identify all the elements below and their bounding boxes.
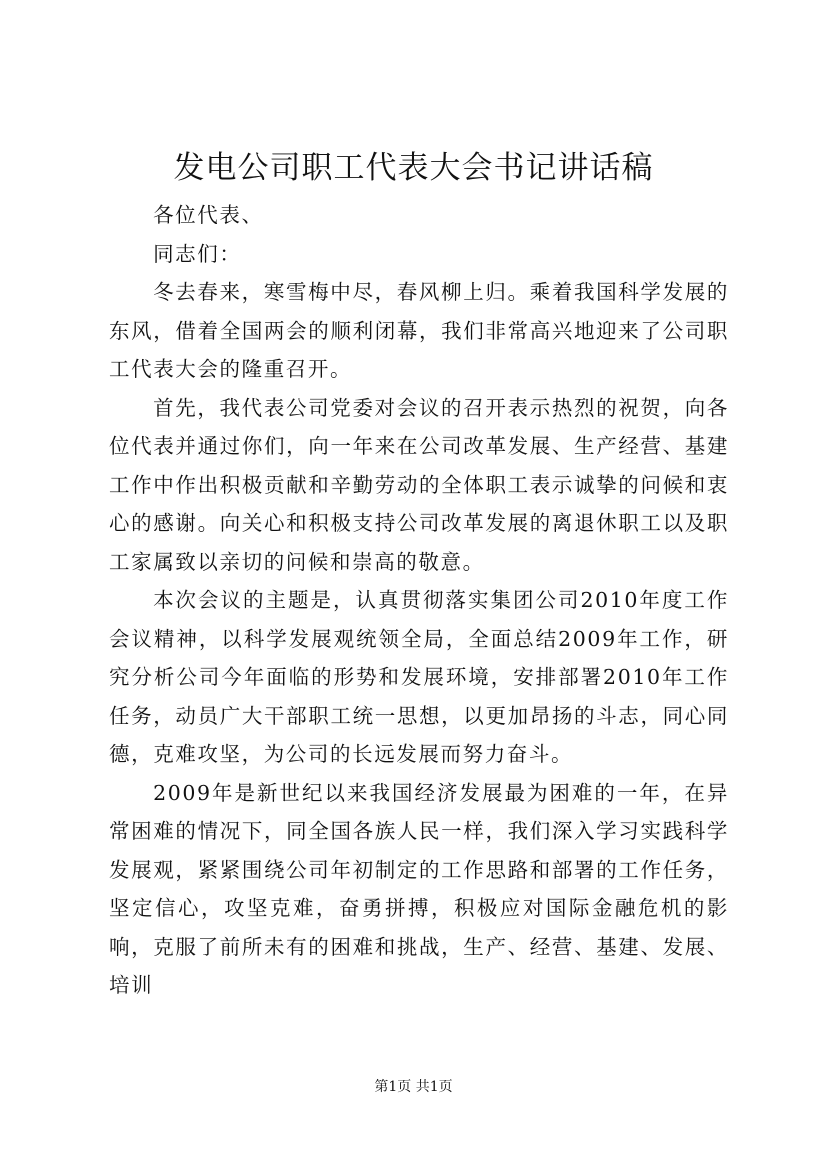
paragraph: 冬去春来，寒雪梅中尽，春风柳上归。乘着我国科学发展的东风，借着全国两会的顺利闭幕，我们非常高兴地迎来了公司职工代表大会的隆重召开。 <box>109 280 729 381</box>
paragraph: 本次会议的主题是，认真贯彻落实集团公司2010年度工作会议精神，以科学发展观统领全局，全面总结2009年工作，研究分析公司今年面临的形势和发展环境，安排部署2010年工作任务，动员广大干部职工统一思想，以更加昂扬的斗志，同心同德，克难攻坚，为公司的长远发展而努力奋斗。 <box>109 588 729 766</box>
document-body <box>109 196 729 1005</box>
paragraph: 首先，我代表公司党委对会议的召开表示热烈的祝贺，向各位代表并通过你们，向一年来在公司改革发展、生产经营、基建工作中作出积极贡献和辛勤劳动的全体职工表示诚挚的问候和衷心的感谢。向关心和积极支持公司改革发展的离退休职工以及职工家属致以亲切的问候和崇高的敬意。 <box>109 395 729 574</box>
salutation-line: 同志们： <box>153 241 242 266</box>
salutation-line: 各位代表、 <box>153 203 264 227</box>
paragraph: 2009年是新世纪以来我国经济发展最为困难的一年，在异常困难的情况下，同全国各族人民一样，我们深入学习实践科学发展观，紧紧围绕公司年初制定的工作思路和部署的工作任务，坚定信心，攻坚克难，奋勇拼搏，积极应对国际金融危机的影响，克服了前所未有的困难和挑战，生产、经营、基建、发展、培训 <box>109 780 729 997</box>
document-title: 发电公司职工代表大会书记讲话稿 <box>173 150 654 186</box>
page-number-footer: 第1页 共1页 <box>374 1079 453 1095</box>
